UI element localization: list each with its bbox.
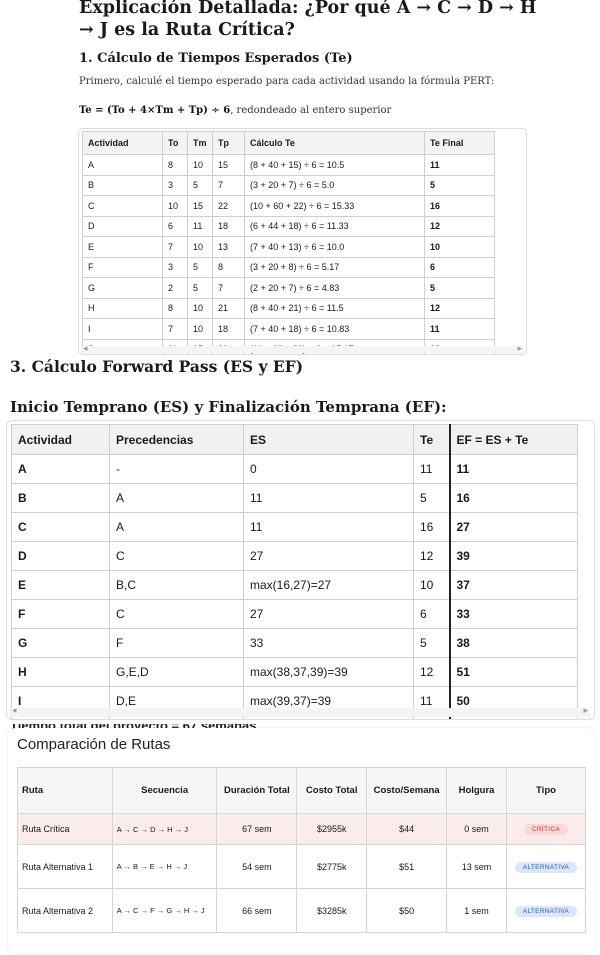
route-comparison-title: Comparación de Rutas bbox=[17, 736, 171, 753]
table-row bbox=[18, 889, 586, 933]
table-cell: 11 bbox=[414, 687, 450, 716]
table-cell: 8 bbox=[163, 155, 188, 176]
table-cell: 11 bbox=[425, 319, 495, 340]
route-name: Ruta Crítica bbox=[18, 814, 113, 845]
table-cell: 8 bbox=[213, 257, 245, 278]
table-cell: 11 bbox=[450, 455, 578, 484]
table-cell: 8 bbox=[163, 298, 188, 319]
scroll-right-icon[interactable]: ▸ bbox=[583, 705, 588, 715]
alternative-badge: ALTERNATIVA bbox=[515, 862, 577, 873]
table-row bbox=[12, 513, 578, 542]
table-row bbox=[83, 257, 495, 278]
table-cell: H bbox=[12, 658, 110, 687]
table-cell: 6 bbox=[163, 216, 188, 237]
table-cell: C bbox=[110, 600, 244, 629]
table-cell: 10 bbox=[188, 155, 213, 176]
table-cell: 11 bbox=[414, 455, 450, 484]
table-cell: 16 bbox=[425, 196, 495, 217]
table-row bbox=[12, 542, 578, 571]
table-cell: 10 bbox=[188, 319, 213, 340]
horizontal-scrollbar[interactable] bbox=[10, 705, 590, 717]
table-cell: 39 bbox=[450, 542, 578, 571]
table-cell: 22 bbox=[213, 196, 245, 217]
table-cell: (8 + 40 + 15) ÷ 6 = 10.5 bbox=[245, 155, 425, 176]
route-comparison-card bbox=[8, 728, 595, 953]
table-cell: 21 bbox=[213, 298, 245, 319]
table-cell: B bbox=[12, 484, 110, 513]
table-cell: E bbox=[12, 571, 110, 600]
table-cell: 5 bbox=[188, 257, 213, 278]
table-cell: (7 + 40 + 18) ÷ 6 = 10.83 bbox=[245, 319, 425, 340]
route-slack: 1 sem bbox=[447, 889, 507, 933]
table-cell: 11 bbox=[425, 155, 495, 176]
route-type bbox=[506, 814, 585, 845]
table-cell: 0 bbox=[244, 455, 414, 484]
table-cell: 12 bbox=[425, 298, 495, 319]
table-cell: 12 bbox=[425, 216, 495, 237]
col-header: Duración Total bbox=[217, 768, 297, 814]
table-cell: (8 + 40 + 21) ÷ 6 = 11.5 bbox=[245, 298, 425, 319]
table-cell: 27 bbox=[450, 513, 578, 542]
table-cell: 5 bbox=[414, 629, 450, 658]
table-cell: 10 bbox=[414, 571, 450, 600]
table-cell: 5 bbox=[188, 278, 213, 299]
col-header: Tipo bbox=[506, 768, 585, 814]
route-comparison-table bbox=[17, 767, 586, 933]
route-duration: 54 sem bbox=[217, 845, 297, 889]
table-header-row bbox=[12, 425, 578, 455]
table-cell: D,E bbox=[110, 687, 244, 716]
table-cell: 7 bbox=[213, 175, 245, 196]
route-cost: $3285k bbox=[297, 889, 367, 933]
table-row bbox=[12, 455, 578, 484]
expected-times-table-container[interactable] bbox=[78, 128, 527, 355]
section-heading-forward-pass: 3. Cálculo Forward Pass (ES y EF) bbox=[10, 357, 304, 376]
table-cell: 15 bbox=[213, 155, 245, 176]
route-sequence: A → C → F → G → H → J bbox=[112, 889, 217, 933]
table-cell: 5 bbox=[425, 175, 495, 196]
table-cell: 18 bbox=[213, 216, 245, 237]
table-cell: 37 bbox=[450, 571, 578, 600]
table-cell: 7 bbox=[163, 319, 188, 340]
table-cell: (7 + 40 + 13) ÷ 6 = 10.0 bbox=[245, 237, 425, 258]
table-row bbox=[83, 196, 495, 217]
table-cell: A bbox=[12, 455, 110, 484]
table-cell: 50 bbox=[450, 687, 578, 716]
table-row bbox=[12, 629, 578, 658]
table-cell: C bbox=[83, 196, 163, 217]
col-header: Holgura bbox=[447, 768, 507, 814]
table-cell: D bbox=[12, 542, 110, 571]
page-title: Explicación Detallada: ¿Por qué A → C → D → H → J es la Ruta Crítica? bbox=[79, 0, 537, 40]
table-cell: F bbox=[83, 257, 163, 278]
table-row bbox=[83, 298, 495, 319]
table-cell: A bbox=[83, 155, 163, 176]
formula-note: , redondeado al entero superior bbox=[230, 105, 392, 116]
table-header-row bbox=[18, 768, 586, 814]
alternative-badge: ALTERNATIVA bbox=[515, 906, 577, 917]
route-slack: 0 sem bbox=[447, 814, 507, 845]
table-row bbox=[83, 319, 495, 340]
col-header: Tp bbox=[213, 132, 245, 155]
col-header: Secuencia bbox=[112, 768, 217, 814]
table-cell: 7 bbox=[213, 278, 245, 299]
table-cell: (3 + 20 + 8) ÷ 6 = 5.17 bbox=[245, 257, 425, 278]
col-header: Actividad bbox=[12, 425, 110, 455]
table-cell: 12 bbox=[414, 658, 450, 687]
table-cell: C bbox=[12, 513, 110, 542]
horizontal-scrollbar[interactable] bbox=[81, 343, 524, 353]
critical-badge: CRÍTICA bbox=[524, 824, 568, 835]
table-cell: (6 + 44 + 18) ÷ 6 = 11.33 bbox=[245, 216, 425, 237]
table-cell: 51 bbox=[450, 658, 578, 687]
table-row bbox=[12, 571, 578, 600]
table-cell: 3 bbox=[163, 175, 188, 196]
route-type bbox=[506, 845, 585, 889]
table-cell: 5 bbox=[414, 484, 450, 513]
table-cell: C bbox=[110, 542, 244, 571]
table-cell: G bbox=[12, 629, 110, 658]
formula-text: Te = (To + 4×Tm + Tp) ÷ 6 bbox=[79, 105, 231, 116]
table-cell: 33 bbox=[450, 600, 578, 629]
table-cell: - bbox=[110, 455, 244, 484]
route-type bbox=[506, 889, 585, 933]
route-name: Ruta Alternativa 2 bbox=[18, 889, 113, 933]
table-cell: 6 bbox=[414, 600, 450, 629]
col-header: Tm bbox=[188, 132, 213, 155]
table-cell: 27 bbox=[244, 542, 414, 571]
table-cell: 13 bbox=[213, 237, 245, 258]
table-cell: 5 bbox=[188, 175, 213, 196]
table-header-row bbox=[83, 132, 495, 155]
table-cell: (2 + 20 + 7) ÷ 6 = 4.83 bbox=[245, 278, 425, 299]
table-row bbox=[83, 216, 495, 237]
route-cost-week: $44 bbox=[367, 814, 447, 845]
col-header: Costo/Semana bbox=[367, 768, 447, 814]
section-heading-expected-times: 1. Cálculo de Tiempos Esperados (Te) bbox=[79, 51, 353, 66]
table-cell: I bbox=[83, 319, 163, 340]
col-header: Actividad bbox=[83, 132, 163, 155]
table-cell: B,C bbox=[110, 571, 244, 600]
route-cost-week: $50 bbox=[367, 889, 447, 933]
scroll-left-icon[interactable]: ◂ bbox=[83, 343, 88, 353]
table-cell: max(38,37,39)=39 bbox=[244, 658, 414, 687]
table-cell: F bbox=[110, 629, 244, 658]
route-duration: 67 sem bbox=[217, 814, 297, 845]
table-row bbox=[12, 484, 578, 513]
table-cell: 11 bbox=[244, 484, 414, 513]
table-row bbox=[12, 658, 578, 687]
table-row bbox=[83, 175, 495, 196]
route-name: Ruta Alternativa 1 bbox=[18, 845, 113, 889]
route-sequence: A → B → E → H → J bbox=[112, 845, 217, 889]
route-cost-week: $51 bbox=[367, 845, 447, 889]
table-cell: 5 bbox=[425, 278, 495, 299]
col-header: ES bbox=[244, 425, 414, 455]
table-cell: 18 bbox=[213, 319, 245, 340]
table-cell: 6 bbox=[425, 257, 495, 278]
intro-paragraph: Primero, calculé el tiempo esperado para cada actividad usando la fórmula PERT: bbox=[79, 76, 495, 87]
table-cell: 11 bbox=[188, 216, 213, 237]
table-cell: 12 bbox=[414, 542, 450, 571]
col-header: Costo Total bbox=[297, 768, 367, 814]
table-cell: 16 bbox=[450, 484, 578, 513]
forward-pass-table-container[interactable] bbox=[6, 420, 595, 720]
table-cell: 27 bbox=[244, 600, 414, 629]
route-sequence: A → C → D → H → J bbox=[112, 814, 217, 845]
table-cell: 2 bbox=[163, 278, 188, 299]
col-header: Te Final bbox=[425, 132, 495, 155]
table-cell: 16 bbox=[414, 513, 450, 542]
col-header: Ruta bbox=[18, 768, 113, 814]
table-cell: G bbox=[83, 278, 163, 299]
table-cell: (3 + 20 + 7) ÷ 6 = 5.0 bbox=[245, 175, 425, 196]
table-row bbox=[18, 845, 586, 889]
table-cell: 10 bbox=[188, 298, 213, 319]
table-cell: H bbox=[83, 298, 163, 319]
table-cell: 33 bbox=[244, 629, 414, 658]
table-cell: 10 bbox=[425, 237, 495, 258]
route-cost: $2775k bbox=[297, 845, 367, 889]
table-row bbox=[83, 237, 495, 258]
col-header: Cálculo Te bbox=[245, 132, 425, 155]
table-cell: max(16,27)=27 bbox=[244, 571, 414, 600]
table-cell: 3 bbox=[163, 257, 188, 278]
table-cell: (10 + 60 + 22) ÷ 6 = 15.33 bbox=[245, 196, 425, 217]
scroll-left-icon[interactable]: ◂ bbox=[12, 705, 17, 715]
table-cell: 11 bbox=[244, 513, 414, 542]
table-cell: D bbox=[83, 216, 163, 237]
table-cell: I bbox=[12, 687, 110, 716]
table-row bbox=[83, 155, 495, 176]
table-cell: max(39,37)=39 bbox=[244, 687, 414, 716]
table-row bbox=[83, 278, 495, 299]
route-slack: 13 sem bbox=[447, 845, 507, 889]
expected-times-table bbox=[82, 131, 495, 355]
route-duration: 66 sem bbox=[217, 889, 297, 933]
col-header: Te bbox=[414, 425, 450, 455]
formula-paragraph bbox=[79, 105, 391, 116]
table-cell: 15 bbox=[188, 196, 213, 217]
table-cell: A bbox=[110, 484, 244, 513]
col-header: To bbox=[163, 132, 188, 155]
col-header: Precedencias bbox=[110, 425, 244, 455]
table-cell: 7 bbox=[163, 237, 188, 258]
table-row bbox=[12, 600, 578, 629]
table-cell: E bbox=[83, 237, 163, 258]
table-cell: B bbox=[83, 175, 163, 196]
table-cell: A bbox=[110, 513, 244, 542]
table-cell: G,E,D bbox=[110, 658, 244, 687]
table-cell: 10 bbox=[188, 237, 213, 258]
table-cell: 10 bbox=[163, 196, 188, 217]
scroll-right-icon[interactable]: ▸ bbox=[517, 343, 522, 353]
table-row-critical bbox=[18, 814, 586, 845]
table-cell: F bbox=[12, 600, 110, 629]
subsection-heading-es-ef: Inicio Temprano (ES) y Finalización Temprana (EF): bbox=[10, 398, 447, 416]
col-header: EF = ES + Te bbox=[450, 425, 578, 455]
route-cost: $2955k bbox=[297, 814, 367, 845]
table-cell: 38 bbox=[450, 629, 578, 658]
forward-pass-table bbox=[11, 424, 578, 720]
